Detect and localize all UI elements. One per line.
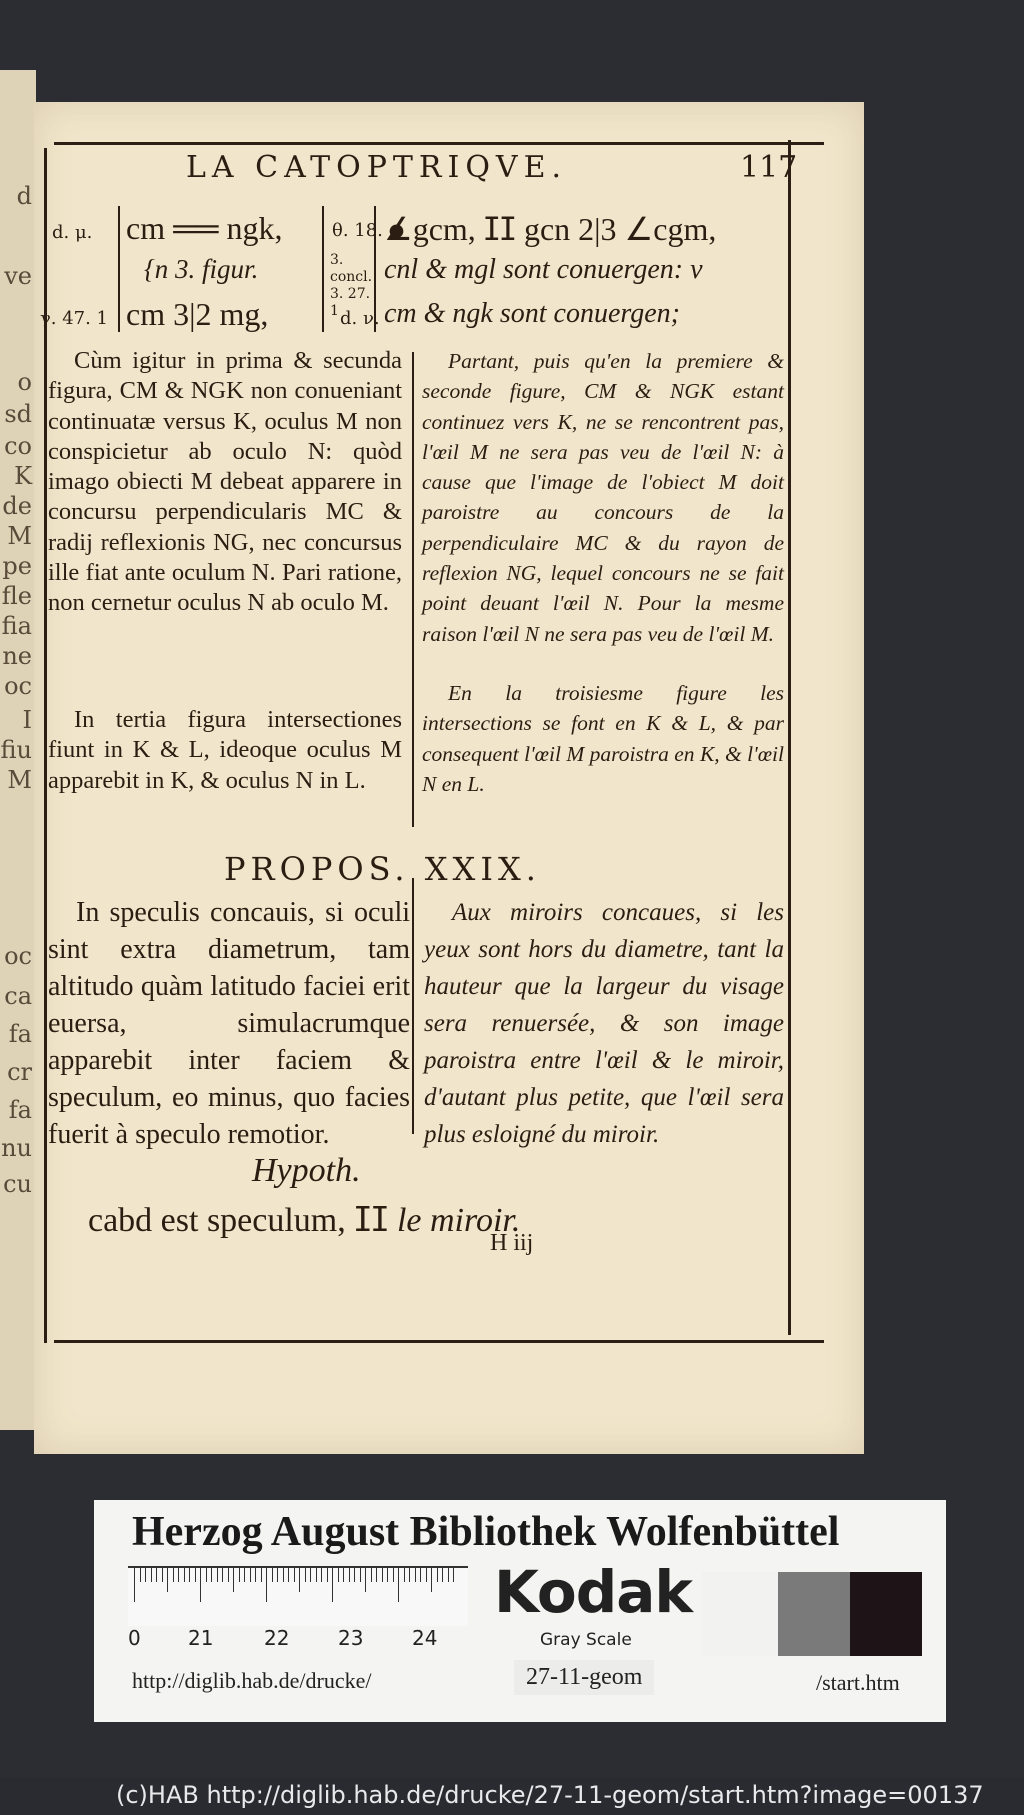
ruler-tick <box>140 1568 141 1582</box>
ruler-tick <box>420 1568 421 1582</box>
ruler-tick <box>387 1568 388 1582</box>
sliver-char: cu <box>3 1170 32 1198</box>
ruler-tick <box>167 1568 168 1592</box>
ruler-tick <box>338 1568 339 1582</box>
ruler-tick <box>294 1568 295 1582</box>
ruler-tick <box>426 1568 427 1582</box>
kodak-logo: Kodak <box>494 1558 692 1626</box>
proposition-heading: PROPOS. XXIX. <box>224 850 541 888</box>
ruler-tick <box>409 1568 410 1582</box>
footer-text: (c)HAB http://diglib.hab.de/drucke/27-11-geom/start.htm?image=00137 <box>116 1781 984 1809</box>
url-prefix: http://diglib.hab.de/drucke/ <box>132 1668 372 1693</box>
margin-ref: d. ν. <box>340 308 380 329</box>
ruler-tick <box>178 1568 179 1582</box>
ruler-tick <box>365 1568 366 1592</box>
ruler-tick <box>288 1568 289 1582</box>
scale-ruler <box>128 1566 468 1650</box>
ruler-tick <box>382 1568 383 1582</box>
ruler-tick <box>453 1568 454 1582</box>
gray-swatch-white <box>702 1572 782 1656</box>
margin-ref: γ. 47. 1 <box>40 308 109 329</box>
ruler-tick <box>211 1568 212 1582</box>
column-rule <box>412 352 414 827</box>
ruler-tick <box>151 1568 152 1582</box>
sliver-char: de <box>2 492 32 520</box>
ruler-tick <box>250 1568 251 1582</box>
gray-swatch-mid <box>778 1572 852 1656</box>
hypothesis-label: Hypoth. <box>252 1152 361 1189</box>
ruler-tick <box>222 1568 223 1582</box>
ruler-label: 22 <box>264 1626 290 1650</box>
ruler-tick <box>156 1568 157 1582</box>
sliver-char: ne <box>2 642 32 670</box>
sliver-char: cr <box>7 1058 32 1086</box>
gray-scale-label: Gray Scale <box>540 1630 632 1650</box>
ruler-tick <box>200 1568 201 1602</box>
ruler-tick <box>393 1568 394 1582</box>
formula-left: {n 3. figur. <box>144 254 259 284</box>
ruler-tick <box>162 1568 163 1582</box>
ruler-tick <box>448 1568 449 1582</box>
ruler-tick <box>277 1568 278 1582</box>
sliver-char: fle <box>1 582 32 610</box>
margin-ref: 3. concl. 3. 27. 1 <box>330 252 373 319</box>
sliver-char: K <box>14 462 32 490</box>
ruler-label: 21 <box>188 1626 214 1650</box>
ruler-tick <box>431 1568 432 1592</box>
ruler-tick <box>442 1568 443 1582</box>
margin-ref: d. μ. <box>52 222 93 243</box>
ruler-tick <box>437 1568 438 1582</box>
ruler-tick <box>371 1568 372 1582</box>
ruler-tick <box>261 1568 262 1582</box>
ruler-tick <box>195 1568 196 1582</box>
sliver-char: M <box>7 522 32 550</box>
ruler-tick <box>376 1568 377 1582</box>
hypothesis-latin: cabd est speculum, <box>88 1202 346 1239</box>
ruler-tick <box>349 1568 350 1582</box>
ruler-tick <box>343 1568 344 1582</box>
ruler-tick <box>145 1568 146 1582</box>
sliver-char: sd <box>4 400 32 428</box>
ruler-tick <box>189 1568 190 1582</box>
ruler-tick <box>398 1568 399 1602</box>
ruler-tick <box>360 1568 361 1582</box>
ruler-tick <box>404 1568 405 1582</box>
formula-rule <box>322 206 324 332</box>
running-head: LA CATOPTRIQVE. <box>186 150 568 185</box>
ruler-tick <box>233 1568 234 1592</box>
sliver-char: fa <box>8 1096 32 1124</box>
ruler-tick <box>321 1568 322 1582</box>
ruler-tick <box>255 1568 256 1582</box>
hypothesis-line <box>88 1200 520 1240</box>
sliver-char: fiu <box>0 736 32 764</box>
ruler-tick <box>310 1568 311 1582</box>
formula-right: cnl & mgl sont conuergen: v <box>384 254 703 285</box>
ruler-tick <box>228 1568 229 1582</box>
sliver-char: oc <box>4 942 32 970</box>
formula-right: cm & ngk sont conuergen; <box>384 298 680 329</box>
sliver-char: o <box>17 368 32 396</box>
adjacent-page-sliver <box>0 70 36 1430</box>
latin-proposition: In speculis concauis, si oculi sint extra diametrum, tam altitudo quàm latitudo faciei erit euersa, simulacrumque apparebit inter faciem & speculum, eo minus, quo facies fuerit à speculo remotior. <box>48 897 410 1150</box>
hypothesis-french: le miroir. <box>396 1202 521 1239</box>
sliver-char: oc <box>4 672 32 700</box>
french-paragraph: Partant, puis qu'en la premiere & seconde figure, CM & NGK estant continuez vers K, ne se rencontrent pas, l'œil M ne sera pas veu de l'œil N: à cause que l'image de l'obiect M doit paroistre au concours de la perpendiculaire MC & du rayon de reflexion NG, lequel concours ne se fait point deuant l'œil N. Pour la mesme raison l'œil N ne sera pas veu de l'œil M. <box>422 349 784 646</box>
frame-rule-bottom <box>54 1340 824 1343</box>
gray-swatch-black <box>850 1572 922 1656</box>
ruler-tick <box>184 1568 185 1582</box>
ruler-label: 23 <box>338 1626 364 1650</box>
formula-left: cm 3|2 mg, <box>126 296 269 332</box>
ruler-tick <box>266 1568 267 1602</box>
sliver-char: fia <box>1 612 32 640</box>
sliver-char: fa <box>8 1020 32 1048</box>
ruler-tick <box>327 1568 328 1582</box>
frame-rule-top <box>54 142 824 145</box>
sliver-char: co <box>4 432 32 460</box>
url-suffix: /start.htm <box>816 1670 900 1695</box>
url-signature: 27-11-geom <box>514 1660 654 1695</box>
sliver-char: I <box>22 706 32 734</box>
margin-ref: θ. 18. ● <box>332 220 405 241</box>
formula-rule <box>118 206 120 332</box>
ruler-tick <box>206 1568 207 1582</box>
ruler-tick <box>299 1568 300 1592</box>
ruler-tick <box>354 1568 355 1582</box>
sliver-char: ve <box>4 262 32 290</box>
signature-mark: H iij <box>490 1230 534 1256</box>
ruler-tick <box>415 1568 416 1582</box>
sliver-char: d <box>16 182 32 210</box>
book-page <box>34 102 864 1454</box>
frame-rule-right <box>788 140 791 1335</box>
library-name: Herzog August Bibliothek Wolfenbüttel <box>132 1509 840 1555</box>
french-proposition: Aux miroirs concaues, si les yeux sont hors du diametre, tant la hauteur que la largeur du visage sera renuersée, & son image paroistra entre l'œil & le miroir, d'autant plus petite, que l'œil sera plus esloigné du miroir. <box>424 899 784 1148</box>
ruler-label: 24 <box>412 1626 438 1650</box>
ruler-tick <box>239 1568 240 1582</box>
parallel-symbol: ⵊⵊ <box>354 1202 389 1239</box>
color-target-card <box>94 1500 946 1722</box>
french-paragraph: En la troisiesme figure les intersections se font en K & L, & par consequent l'œil M paroistra en K, & l'œil N en L. <box>422 681 784 796</box>
formula-left: cm ══ ngk, <box>126 210 283 246</box>
ruler-tick <box>173 1568 174 1582</box>
ruler-tick <box>217 1568 218 1582</box>
ruler-tick <box>134 1568 135 1602</box>
ruler-tick <box>244 1568 245 1582</box>
ruler-tick <box>332 1568 333 1602</box>
ruler-tick <box>283 1568 284 1582</box>
sliver-char: pe <box>2 552 32 580</box>
ruler-tick <box>316 1568 317 1582</box>
copyright-footer <box>0 1777 1024 1815</box>
sliver-char: nu <box>1 1134 32 1162</box>
latin-paragraph: In tertia figura intersectiones fiunt in K & L, ideoque oculus M apparebit in K, & oculus N in L. <box>48 706 402 794</box>
sliver-char: M <box>7 766 32 794</box>
ruler-label: 0 <box>128 1626 141 1650</box>
sliver-char: ca <box>4 982 32 1010</box>
page-number: 117 <box>740 150 798 185</box>
column-rule <box>412 878 414 1134</box>
ruler-tick <box>272 1568 273 1582</box>
ruler-tick <box>305 1568 306 1582</box>
latin-paragraph: Cùm igitur in prima & secunda figura, CM & NGK non conueniant continuatæ versus K, oculus M non conspicietur ab oculo N: quòd imago obiecti M debeat apparere in concursu perpendicularis MC & radij reflexionis NG, nec concursus ille fiat ante oculum N. Pari ratione, non cernetur oculus N ab oculo M. <box>48 347 402 617</box>
formula-right: ∠gcm, ⵊⵊ gcn 2|3 ∠cgm, <box>384 211 717 247</box>
